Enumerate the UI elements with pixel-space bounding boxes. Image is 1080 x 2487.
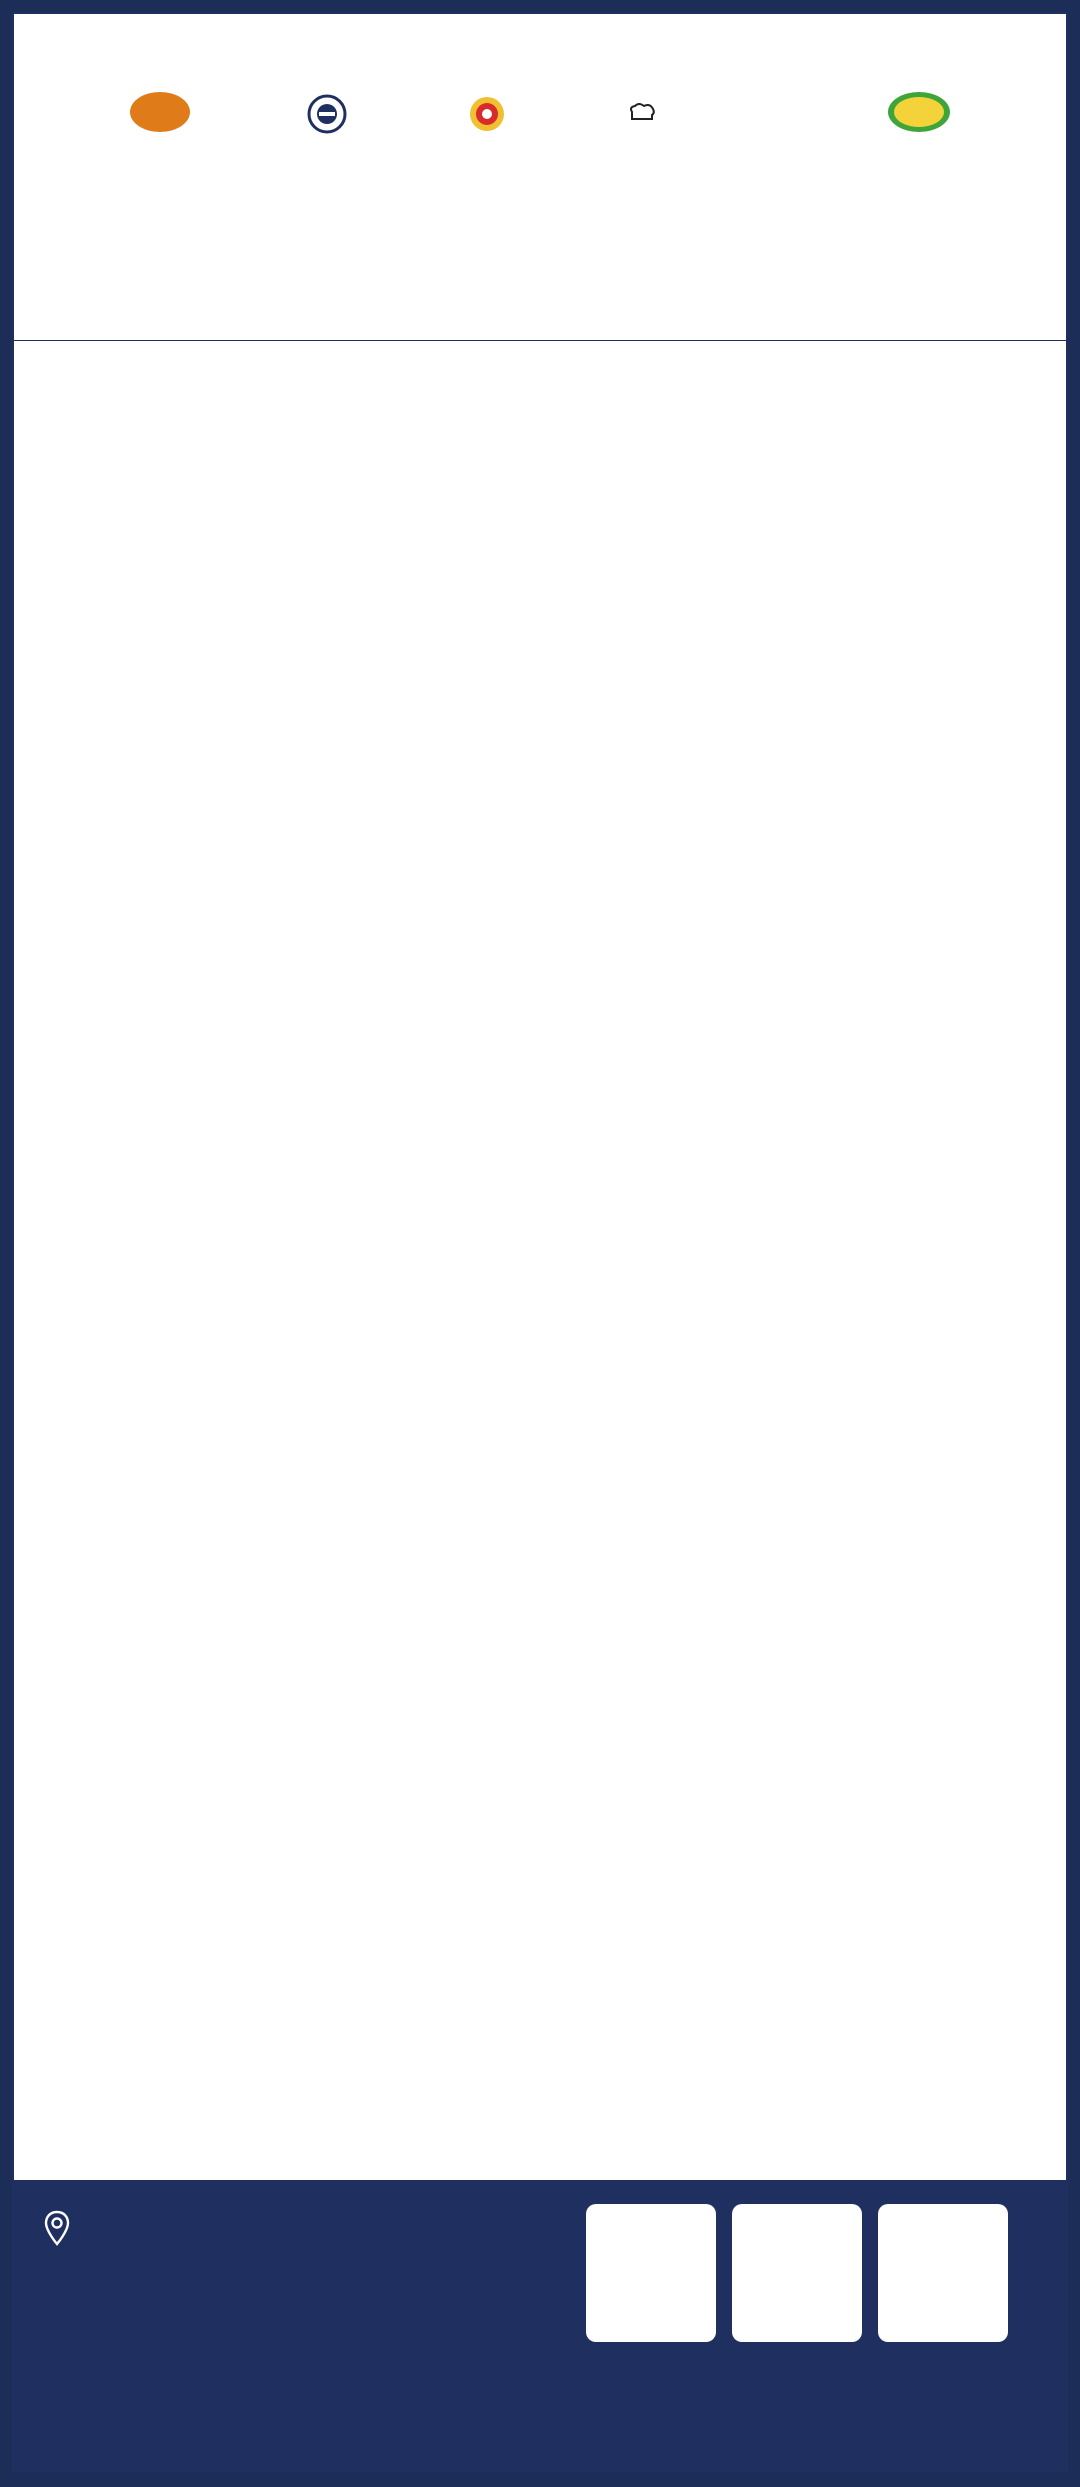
qr-code-icon <box>597 2215 705 2331</box>
schedule-table <box>14 341 1066 2180</box>
qr-code-icon <box>889 2215 997 2331</box>
qr-code-douyin[interactable] <box>732 2204 862 2342</box>
cie-emblem-icon <box>307 94 347 134</box>
title-bar <box>14 214 1066 340</box>
footer <box>14 2182 1066 2472</box>
logo-band <box>14 14 1066 214</box>
logo-geekitchen <box>627 59 657 169</box>
logo-cie <box>307 59 353 169</box>
qr-code-icon <box>743 2215 851 2331</box>
cre-emblem-icon <box>467 89 507 139</box>
qr-code-video[interactable] <box>878 2204 1008 2342</box>
chef-hat-icon <box>627 103 657 121</box>
logo-gca <box>886 59 952 169</box>
gca-logo-icon <box>886 89 952 135</box>
location-pin-icon <box>44 2210 70 2246</box>
qr-code-wechat[interactable] <box>586 2204 716 2342</box>
logo-cre <box>467 59 513 169</box>
gra-logo-icon <box>128 89 192 135</box>
logo-gra <box>128 59 192 169</box>
